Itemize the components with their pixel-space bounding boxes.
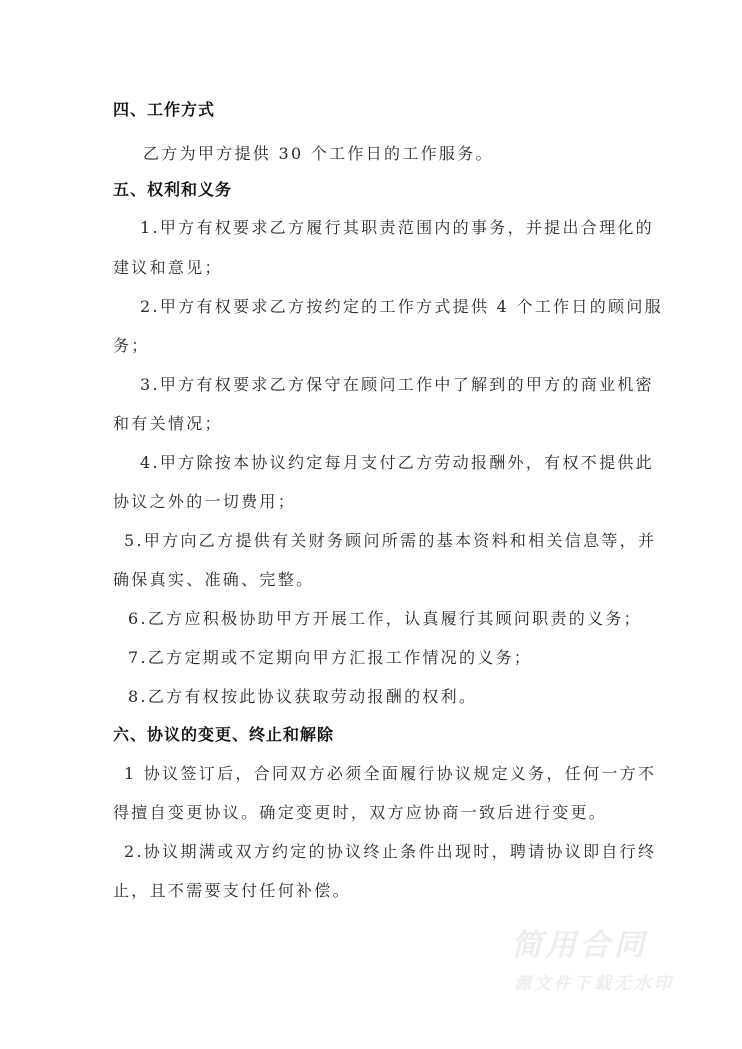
paragraph-line: 7.乙方定期或不定期向甲方汇报工作情况的义务；	[128, 648, 533, 667]
paragraph-line: 确保真实、准确、完整。	[113, 570, 315, 589]
paragraph-line: 得擅自变更协议。确定变更时，双方应协商一致后进行变更。	[113, 803, 608, 822]
watermark-title: 简用合同	[512, 928, 648, 963]
section-heading-change-termination: 六、协议的变更、终止和解除	[113, 725, 335, 744]
paragraph-line: 8.乙方有权按此协议获取劳动报酬的权利。	[128, 687, 478, 706]
paragraph-line: 和有关情况；	[113, 414, 223, 433]
paragraph-line: 6.乙方应积极协助甲方开展工作，认真履行其顾问职责的义务；	[128, 609, 642, 628]
paragraph-line: 2.协议期满或双方约定的协议终止条件出现时，聘请协议即自行终	[124, 842, 657, 861]
paragraph-line: 务；	[113, 336, 150, 355]
paragraph-line: 建议和意见；	[113, 258, 223, 277]
paragraph-line: 2.甲方有权要求乙方按约定的工作方式提供 4 个工作日的顾问服	[140, 297, 663, 316]
paragraph-line: 乙方为甲方提供 30 个工作日的工作服务。	[143, 144, 494, 163]
paragraph-line: 3.甲方有权要求乙方保守在顾问工作中了解到的甲方的商业机密	[140, 375, 654, 394]
paragraph-line: 1.甲方有权要求乙方履行其职责范围内的事务，并提出合理化的	[140, 218, 654, 237]
paragraph-line: 5.甲方向乙方提供有关财务顾问所需的基本资料和相关信息等，并	[124, 531, 657, 550]
paragraph-line: 协议之外的一切费用；	[113, 492, 297, 511]
paragraph-line: 止，且不需要支付任何补偿。	[113, 881, 351, 900]
watermark-subtitle: 源文件下载无水印	[514, 974, 674, 994]
section-heading-rights-duties: 五、权利和义务	[113, 180, 233, 199]
section-heading-work-method: 四、工作方式	[113, 100, 216, 119]
paragraph-line: 4.甲方除按本协议约定每月支付乙方劳动报酬外，有权不提供此	[140, 453, 654, 472]
paragraph-line: 1 协议签订后，合同双方必须全面履行协议规定义务，任何一方不	[124, 764, 657, 783]
